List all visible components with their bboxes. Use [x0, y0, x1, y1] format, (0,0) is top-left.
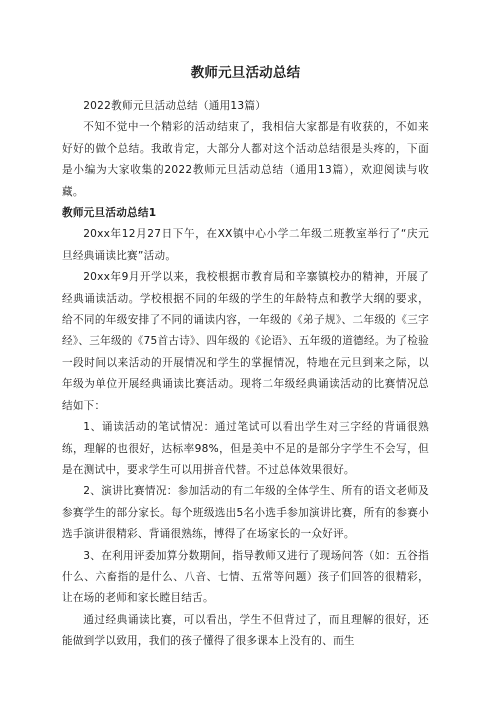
- list-item-paragraph: 3、在利用评委加算分数期间，指导教师又进行了现场问答（如：五谷指什么、六畜指的是什么、八音、七情、五常等问题）孩子们回答的很精彩，让在场的老师和家长瞠目结舌。: [62, 549, 429, 605]
- list-item-paragraph: 1、诵读活动的笔试情况：通过笔试可以看出学生对三字经的背诵很熟练，理解的也很好，达标率98%，但是美中不足的是部分字学生不会写，但是在测试中，要求学生可以用拼音代替。不过总体效果很好。: [62, 421, 429, 476]
- document-body: [62, 96, 429, 653]
- body-paragraph: 通过经典诵读比赛，可以看出，学生不但背过了，而且理解的很好，还能做到学以致用，我们的孩子懂得了很多课本上没有的、而生: [62, 613, 429, 648]
- intro-paragraph: 不知不觉中一个精彩的活动结束了，我相信大家都是有收获的，不如来好好的做个总结。我敢肯定，大部分人都对这个活动总结很是头疼的，下面是小编为大家收集的2022教师元旦活动总结（通用13篇），欢迎阅读与收藏。: [62, 121, 429, 198]
- list-item-paragraph: 2、演讲比赛情况：参加活动的有二年级的全体学生、所有的语文老师及参赛学生的部分家长。每个班级选出5名小选手参加演讲比赛，所有的参赛小选手演讲很精彩、背诵很熟练，博得了在场家长的一众好评。: [62, 485, 429, 541]
- document-title: 教师元旦活动总结: [190, 65, 301, 81]
- section-heading: 教师元旦活动总结1: [62, 207, 157, 220]
- subtitle-paragraph: 2022教师元旦活动总结（通用13篇）: [83, 100, 267, 112]
- body-paragraph: 20xx年12月27日下午，在XX镇中心小学二年级二班教室举行了“庆元旦经典诵读比赛”活动。: [62, 228, 429, 262]
- body-paragraph: 20xx年9月开学以来，我校根据市教育局和辛寨镇校办的精神，开展了经典诵读活动。学校根据不同的年级的学生的年龄特点和教学大纲的要求，给不同的年级安排了不同的诵读内容，一年级的《弟子规》、二年级的《三字经》、三年级的《75首古诗》、四年级的《论语》、五年级的道德经。为了检验一段时间以来活动的开展情况和学生的掌握情况，特地在元旦到来之际，以年级为单位开展经典诵读比赛活动。现将二年级经典诵读活动的比赛情况总结如下：: [62, 271, 429, 412]
